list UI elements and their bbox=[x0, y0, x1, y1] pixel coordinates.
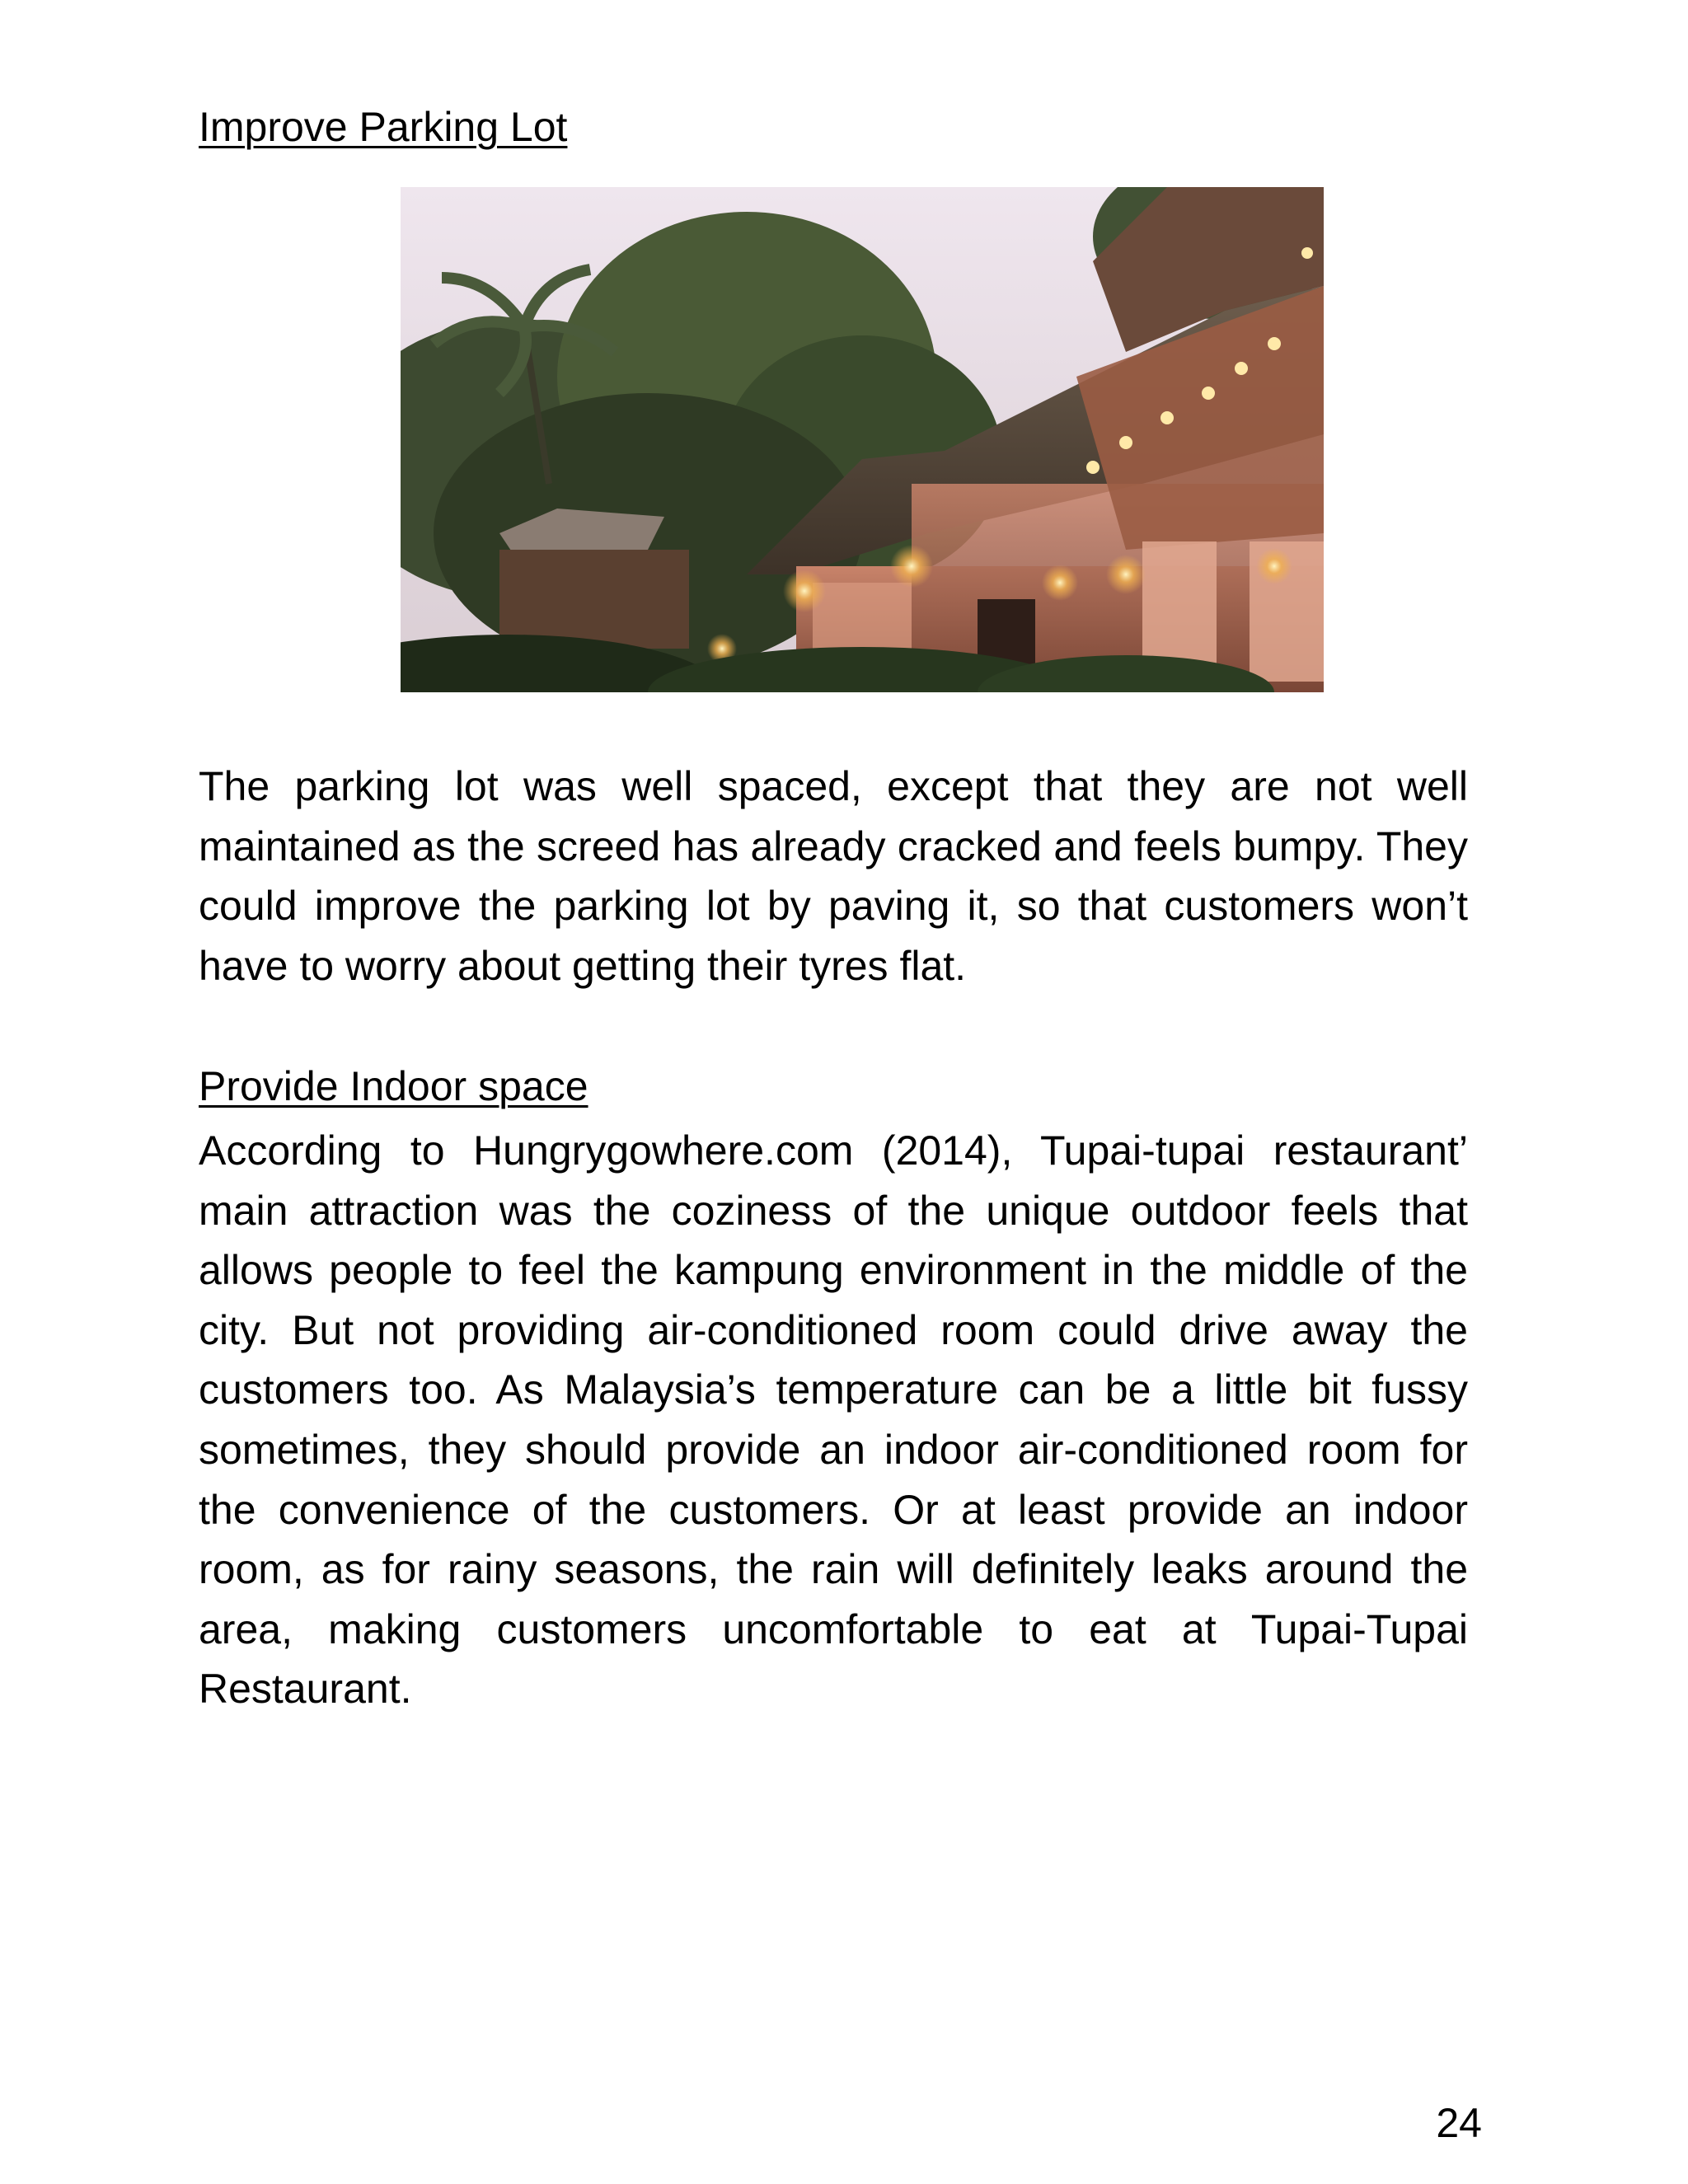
restaurant-photo-illustration bbox=[401, 187, 1324, 692]
page-number: 24 bbox=[1436, 2100, 1482, 2146]
section-heading-indoor-space: Provide Indoor space bbox=[199, 1063, 588, 1109]
restaurant-photo bbox=[401, 187, 1324, 692]
paragraph-indoor-space: According to Hungrygowhere.com (2014), Tupai-tupai restaurant’ main attraction was the coziness of the unique outdoor feels that allows people to feel the kampung environment in the middle of the city. But not providing air-conditioned room could drive away the customers too. As Malaysia’s temperature can be a little bit fussy sometimes, they should provide an indoor air-conditioned room for the convenience of the customers. Or at least provide an indoor room, as for rainy seasons, the rain will definitely leaks around the area, making customers uncomfortable to eat at Tupai-Tupai Restaurant. bbox=[199, 1127, 1468, 1713]
section-heading-parking-lot: Improve Parking Lot bbox=[199, 104, 568, 150]
paragraph-parking-lot: The parking lot was well spaced, except that they are not well maintained as the screed has already cracked and feels bumpy. They could improve the parking lot by paving it, so that customers won’t have to worry about getting their tyres flat. bbox=[199, 763, 1468, 989]
